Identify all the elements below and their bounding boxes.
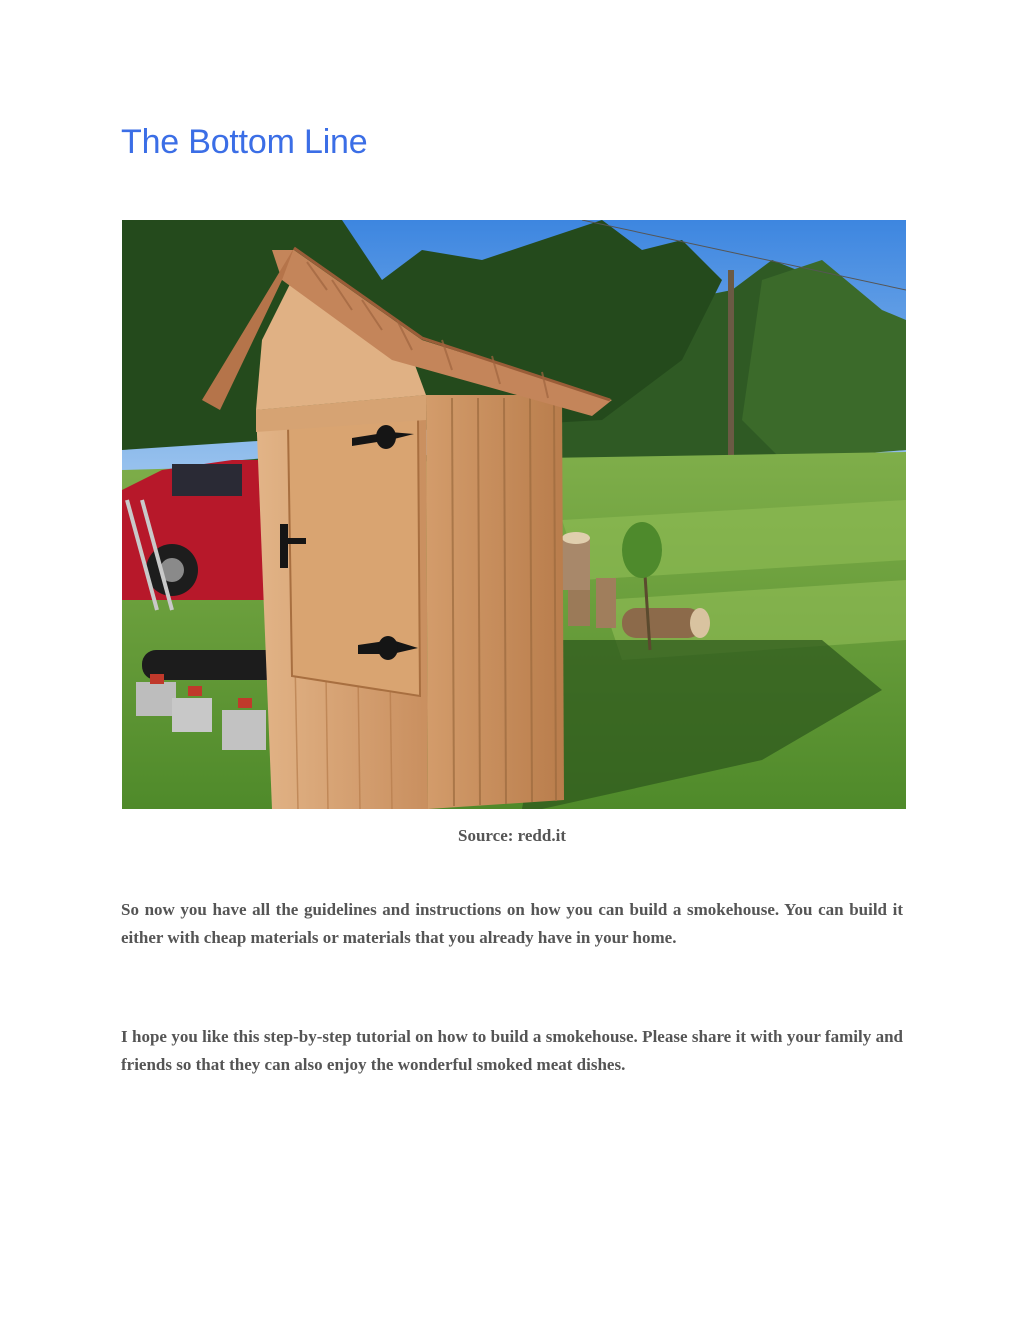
paragraph-share: I hope you like this step-by-step tutorial on how to build a smokehouse. Please share it with your family and friends so that they can also enjoy the wonderful smoked meat dishes. [121, 1027, 903, 1074]
paragraph-guidelines: So now you have all the guidelines and instructions on how you can build a smokehouse. You can build it either with cheap materials or materials that you already have in your home. [121, 900, 903, 947]
smokehouse-photo [122, 220, 906, 809]
section-heading: The Bottom Line [121, 123, 368, 161]
photo-caption: Source: redd.it [458, 826, 566, 845]
